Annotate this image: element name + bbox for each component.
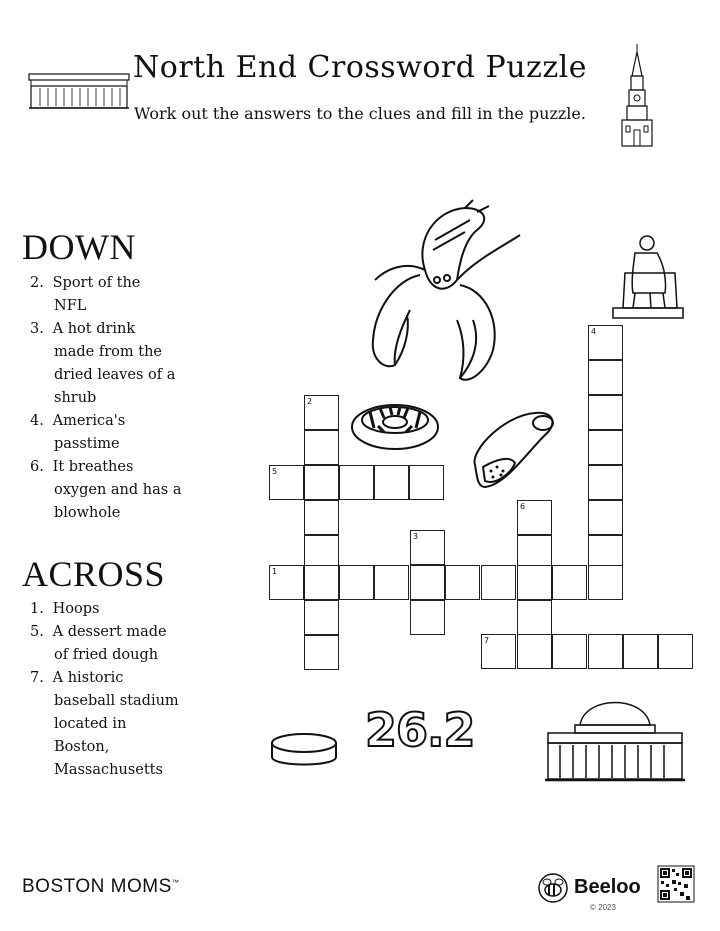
crossword-cell[interactable] [374, 565, 409, 600]
cannoli-illustration [465, 405, 560, 500]
crossword-cell[interactable] [374, 465, 409, 500]
qr-code-icon [658, 866, 694, 902]
across-clue-5: 5. A dessert made of fried dough [30, 624, 167, 663]
crossword-cell[interactable] [304, 395, 339, 430]
crossword-cell[interactable] [304, 430, 339, 465]
crossword-cell[interactable] [410, 530, 445, 565]
clue-number-2: 2 [307, 397, 313, 406]
domed-building-illustration [545, 690, 685, 785]
crossword-cell[interactable] [517, 565, 552, 600]
donut-illustration [350, 400, 440, 455]
church-steeple-illustration [620, 44, 654, 148]
statue-illustration [605, 233, 685, 323]
across-clue-7: 7. A historic baseball stadium located in Boston, Massachusetts [30, 670, 179, 778]
crossword-cell[interactable] [304, 565, 339, 600]
crossword-cell[interactable] [552, 565, 587, 600]
crossword-cell[interactable] [339, 565, 374, 600]
clue-number-7: 7 [484, 636, 490, 645]
crossword-cell[interactable] [588, 360, 623, 395]
copyright-text: © 2023 [590, 903, 616, 912]
down-heading: DOWN [22, 227, 136, 267]
crossword-cell[interactable] [588, 395, 623, 430]
down-clue-4: 4. America's passtime [30, 413, 126, 452]
down-clues [30, 272, 210, 525]
crossword-cell[interactable] [588, 325, 623, 360]
crossword-cell[interactable] [517, 634, 552, 669]
clue-number-6: 6 [520, 502, 526, 511]
crossword-cell[interactable] [445, 565, 480, 600]
down-clue-2: 2. Sport of the NFL [30, 275, 141, 314]
boston-moms-logo: BOSTON MOMS™ [22, 876, 180, 897]
crossword-cell[interactable] [552, 634, 587, 669]
crossword-cell[interactable] [481, 634, 516, 669]
crossword-cell[interactable] [588, 465, 623, 500]
crossword-cell[interactable] [481, 565, 516, 600]
crossword-cell[interactable] [339, 465, 374, 500]
down-clue-6: 6. It breathes oxygen and has a blowhole [30, 459, 182, 521]
clue-number-3: 3 [413, 532, 419, 541]
lobster-illustration [365, 200, 525, 390]
marathon-26-2-graphic: 26.2 [365, 703, 475, 757]
crossword-cell[interactable] [304, 635, 339, 670]
crossword-cell[interactable] [588, 565, 623, 600]
crossword-cell[interactable] [410, 600, 445, 635]
crossword-cell[interactable] [409, 465, 444, 500]
crossword-cell[interactable] [623, 634, 658, 669]
clue-number-5: 5 [272, 467, 278, 476]
crossword-cell[interactable] [588, 634, 623, 669]
crossword-cell[interactable] [304, 465, 339, 500]
clue-number-4: 4 [591, 327, 597, 336]
down-clue-3: 3. A hot drink made from the dried leaves of a shrub [30, 321, 176, 406]
beeloo-logo: Beeloo [574, 876, 641, 898]
page-subtitle: Work out the answers to the clues and fill in the puzzle. [134, 104, 586, 123]
across-clues [30, 598, 210, 782]
hockey-puck-illustration [270, 733, 340, 773]
page-title: North End Crossword Puzzle [133, 50, 587, 85]
crossword-cell[interactable] [588, 430, 623, 465]
across-heading: ACROSS [22, 554, 166, 594]
library-building-illustration [28, 72, 132, 112]
crossword-cell[interactable] [588, 500, 623, 535]
crossword-cell[interactable] [517, 500, 552, 535]
crossword-cell[interactable] [304, 600, 339, 635]
crossword-cell[interactable] [658, 634, 693, 669]
bee-mascot-icon [537, 872, 569, 904]
across-clue-1: 1. Hoops [30, 601, 100, 617]
crossword-cell[interactable] [304, 500, 339, 535]
crossword-cell[interactable] [269, 565, 304, 600]
clue-number-1: 1 [272, 567, 278, 576]
crossword-cell[interactable] [410, 565, 445, 600]
crossword-cell[interactable] [517, 600, 552, 635]
crossword-cell[interactable] [269, 465, 304, 500]
